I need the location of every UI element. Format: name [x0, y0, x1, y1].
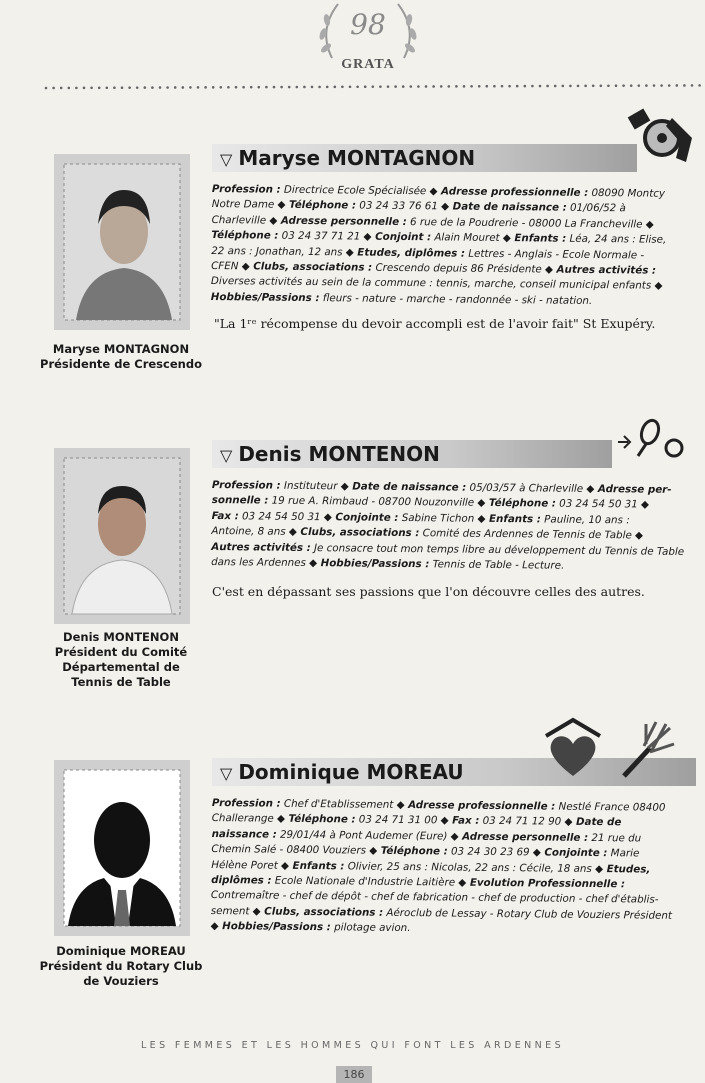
- detail-text: Comité des Ardennes de Tennis de Table: [419, 527, 636, 542]
- detail-text: ◆: [595, 862, 604, 875]
- detail-label: Fax :: [211, 509, 239, 523]
- detail-text: 03 24 33 76 61: [355, 199, 442, 213]
- detail-label: Autres activités :: [211, 540, 311, 554]
- profile-details: [211, 796, 702, 940]
- detail-label: Clubs, associations :: [296, 526, 420, 540]
- detail-text: Challerange: [211, 812, 278, 826]
- detail-text: Charleville: [211, 213, 270, 227]
- detail-text: ◆: [429, 185, 438, 198]
- detail-text: Hélène Poret: [211, 858, 282, 872]
- detail-text: Tennis de Table - Lecture.: [429, 558, 565, 572]
- page-number: 186: [336, 1066, 372, 1083]
- flower-bouquet-icon: [616, 718, 678, 782]
- detail-text: ◆: [477, 512, 486, 525]
- detail-text: 19 rue A. Rimbaud - 08700 Nouzonville: [268, 494, 478, 510]
- detail-label: Téléphone :: [285, 199, 357, 212]
- detail-label: Profession :: [211, 478, 281, 492]
- triangle-marker-icon: ▽: [220, 764, 233, 783]
- detail-text: ◆: [363, 230, 372, 243]
- profile-details: [211, 182, 702, 310]
- detail-text: ◆: [635, 529, 644, 542]
- detail-text: Nestlé France 08400: [555, 800, 666, 814]
- footer-title: LES FEMMES ET LES HOMMES QUI FONT LES ARDENNES: [140, 1040, 565, 1051]
- detail-text: ◆: [396, 798, 405, 812]
- detail-text: Notre Dame: [211, 198, 278, 212]
- detail-label: Clubs, associations :: [260, 905, 384, 919]
- detail-text: 6 rue de la Poudrerie - 08000 La Francheville: [406, 215, 646, 231]
- edition-number: 98: [350, 8, 386, 41]
- detail-text: 03 24 71 31 00: [355, 813, 441, 827]
- detail-label: Etudes, diplômes :: [353, 246, 466, 260]
- detail-label: Téléphone :: [485, 497, 556, 511]
- detail-label: Evolution Professionnelle :: [466, 876, 626, 891]
- detail-label: Téléphone :: [284, 813, 356, 826]
- detail-text: Directrice Ecole Spécialisée: [280, 183, 430, 198]
- detail-text: sement: [210, 904, 253, 918]
- detail-text: Contremaître - chef de dépôt - chef de fabrication - chef de production - chef d'établis-: [210, 889, 659, 907]
- detail-text: Crescendo depuis 86 Présidente: [372, 261, 546, 276]
- detail-text: Antoine, 8 ans: [211, 525, 289, 539]
- detail-text: Olivier, 25 ans : Nicolas, 22 ans : Cécile, 18 ans: [344, 860, 596, 875]
- detail-text: Alain Mouret: [431, 231, 503, 245]
- detail-text: ◆: [345, 246, 354, 259]
- detail-text: ◆: [252, 905, 261, 918]
- dotted-divider: [44, 84, 704, 92]
- detail-label: Téléphone :: [211, 229, 279, 242]
- detail-text: Je consacre tout mon temps libre au développement du Tennis de Table: [310, 541, 685, 558]
- detail-text: Chef d'Etablissement: [280, 797, 397, 811]
- detail-text: Léa, 24 ans : Elise,: [566, 232, 667, 246]
- heart-house-icon: [542, 716, 604, 780]
- detail-label: Enfants :: [485, 512, 541, 526]
- detail-text: 01/06/52 à: [566, 202, 626, 215]
- detail-label: naissance :: [211, 827, 277, 841]
- detail-text: ◆: [532, 846, 541, 859]
- profile-details: [211, 478, 702, 576]
- detail-text: Aéroclub de Lessay - Rotary Club de Vouziers Président: [383, 906, 672, 922]
- detail-text: ◆: [277, 199, 286, 212]
- detail-label: Adresse per-: [594, 483, 672, 496]
- detail-text: 03 24 30 23 69: [447, 845, 533, 859]
- detail-text: ◆: [545, 263, 554, 276]
- detail-text: ◆: [502, 232, 511, 245]
- detail-label: Fax :: [448, 814, 480, 828]
- detail-label: Conjoint :: [371, 230, 432, 244]
- profile-quote: "La 1ʳᵉ récompense du devoir accompli est de l'avoir fait" St Exupéry.: [214, 316, 656, 331]
- detail-text: ◆: [450, 830, 459, 843]
- detail-text: ◆: [276, 813, 286, 826]
- portrait-caption: Maryse MONTAGNON Présidente de Crescendo: [40, 342, 202, 371]
- detail-text: CFEN: [211, 260, 242, 273]
- triangle-marker-icon: ▽: [220, 150, 233, 169]
- detail-text: fleurs - nature - marche - randonnée - ski - natation.: [319, 291, 593, 307]
- detail-text: 03 24 37 71 21: [278, 229, 364, 243]
- detail-label: Date de naissance :: [449, 200, 567, 215]
- detail-text: Marie: [607, 847, 640, 860]
- detail-label: Adresse professionnelle :: [404, 799, 556, 813]
- cinema-film-icon: [620, 98, 700, 166]
- detail-label: Date de naissance :: [348, 480, 467, 494]
- detail-label: Adresse professionnelle :: [437, 185, 589, 199]
- detail-text: dans les Ardennes: [211, 556, 310, 570]
- detail-label: Téléphone :: [377, 844, 448, 858]
- detail-text: 21 rue du: [588, 831, 642, 845]
- detail-text: 22 ans : Jonathan, 12 ans: [211, 244, 346, 259]
- detail-label: Adresse personnelle :: [458, 830, 589, 844]
- portrait-caption: Denis MONTENON Président du Comité Départemental de Tennis de Table: [54, 630, 188, 689]
- detail-text: ◆: [654, 280, 663, 293]
- profile-quote: C'est en dépassant ses passions que l'on découvre celles des autres.: [212, 584, 645, 599]
- detail-text: ◆: [288, 526, 297, 539]
- portrait-photo: [54, 448, 190, 624]
- detail-label: Hobbies/Passions :: [210, 290, 320, 304]
- detail-text: 03 24 54 50 31: [555, 498, 642, 511]
- name-bar: [212, 144, 637, 172]
- detail-text: ◆: [440, 814, 449, 827]
- detail-label: Etudes,: [602, 862, 651, 876]
- detail-text: ◆: [241, 260, 250, 273]
- detail-text: Instituteur: [280, 479, 341, 493]
- detail-text: Diverses activités au sein de la commune : tennis, marche, conseil municipal enfants: [210, 275, 655, 293]
- tennis-racket-icon: [616, 418, 688, 458]
- detail-text: ◆: [564, 816, 573, 829]
- detail-text: Pauline, 10 ans :: [540, 513, 630, 527]
- portrait-caption: Dominique MOREAU Président du Rotary Club de Vouziers: [39, 944, 203, 988]
- detail-text: 03 24 71 12 90: [479, 815, 565, 829]
- detail-text: pilotage avion.: [330, 921, 411, 935]
- detail-text: ◆: [309, 557, 318, 570]
- detail-text: ◆: [641, 498, 650, 511]
- detail-text: Chemin Salé - 08400 Vouziers: [211, 843, 370, 857]
- detail-text: Lettres - Anglais - Ecole Normale -: [464, 247, 645, 262]
- detail-label: Adresse personnelle :: [277, 214, 407, 228]
- detail-label: Hobbies/Passions :: [317, 557, 430, 571]
- detail-text: ◆: [477, 497, 486, 510]
- detail-label: Autres activités :: [552, 263, 657, 277]
- detail-text: ◆: [281, 859, 290, 872]
- detail-label: Hobbies/Passions :: [218, 920, 331, 934]
- profile-name: Maryse MONTAGNON: [238, 146, 476, 170]
- detail-text: ◆: [458, 876, 467, 889]
- detail-text: ◆: [269, 214, 278, 227]
- detail-text: 03 24 54 50 31: [238, 510, 324, 523]
- detail-label: Enfants :: [510, 232, 567, 245]
- detail-label: Enfants :: [288, 859, 345, 873]
- portrait-photo: [54, 154, 190, 330]
- detail-text: 05/03/57 à Charleville: [466, 481, 587, 495]
- detail-text: ◆: [340, 480, 349, 493]
- detail-label: Conjointe :: [540, 846, 608, 860]
- detail-label: diplômes :: [211, 874, 272, 887]
- name-bar: [212, 440, 612, 468]
- detail-label: Conjointe :: [331, 511, 399, 524]
- detail-label: Profession :: [211, 796, 281, 810]
- portrait-photo: [54, 760, 190, 936]
- detail-label: sonnelle :: [211, 494, 269, 507]
- detail-label: Clubs, associations :: [249, 260, 373, 274]
- detail-text: Ecole Nationale d'Industrie Laitière: [271, 874, 459, 889]
- detail-text: ◆: [586, 482, 595, 496]
- detail-text: ◆: [645, 218, 654, 231]
- detail-label: Date de: [572, 816, 622, 829]
- triangle-marker-icon: ▽: [220, 446, 233, 465]
- detail-text: 29/01/44 à Pont Audemer (Eure): [276, 828, 451, 843]
- detail-text: ◆: [369, 844, 378, 857]
- brand-name: GRATA: [341, 57, 395, 72]
- detail-text: Sabine Tichon: [398, 511, 478, 525]
- detail-text: 08090 Montcy: [588, 186, 666, 200]
- detail-label: Profession :: [211, 182, 281, 196]
- detail-text: ◆: [323, 510, 332, 524]
- detail-text: ◆: [210, 920, 219, 933]
- profile-name: Denis MONTENON: [238, 442, 440, 466]
- profile-name: Dominique MOREAU: [238, 760, 464, 784]
- detail-text: ◆: [441, 200, 450, 213]
